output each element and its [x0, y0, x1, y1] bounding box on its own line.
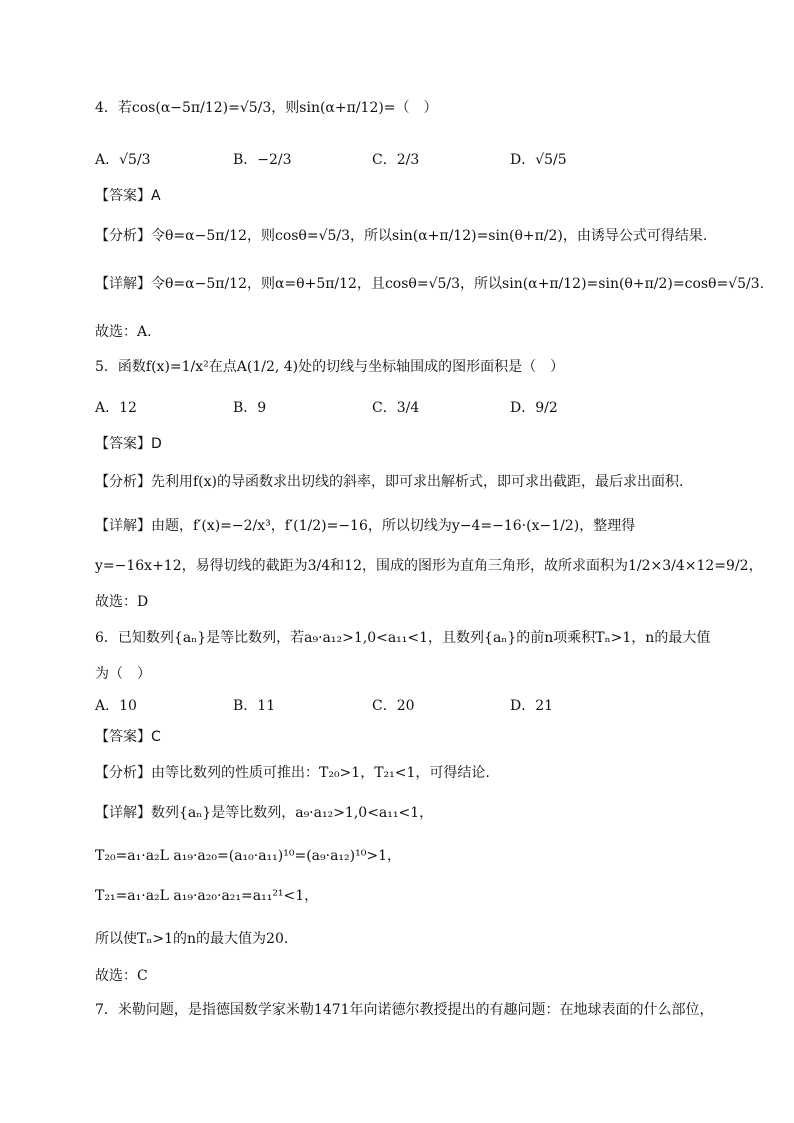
q4-stem: 4．若cos(α−5π/12)=√5/3，则sin(α+π/12)=（ ） [95, 100, 438, 116]
q6-option-d: D．21 [510, 698, 554, 714]
q6-detail-line2: T₂₀=a₁·a₂L a₁₉·a₂₀=(a₁₀·a₁₁)¹⁰=(a₉·a₁₂)¹⁰>1， [95, 848, 401, 864]
q4-answer: 【答案】A [95, 188, 161, 204]
q6-option-b: B．11 [233, 698, 276, 714]
q5-option-c: C．3/4 [372, 400, 420, 416]
q6-detail-line4: 所以使Tₙ>1的n的最大值为20. [95, 931, 289, 947]
q7-stem: 7．米勒问题，是指德国数学家米勒1471年向诺德尔教授提出的有趣问题：在地球表面的什么部位， [95, 1002, 714, 1018]
q5-analysis: 【分析】先利用f(x)的导函数求出切线的斜率，即可求出解析式，即可求出截距，最后求出面积. [95, 474, 684, 490]
q4-choose: 故选：A. [95, 324, 152, 340]
q5-option-a: A．12 [95, 400, 137, 416]
q4-detail: 【详解】令θ=α−5π/12，则α=θ+5π/12，且cosθ=√5/3，所以sin(α+π/12)=sin(θ+π/2)=cosθ=√5/3. [95, 276, 765, 292]
q5-detail-line2: y=−16x+12，易得切线的截距为3/4和12，围成的图形为直角三角形，故所求面积为1/2×3/4×12=9/2， [95, 558, 763, 574]
q5-stem: 5．函数f(x)=1/x²在点A(1/2, 4)处的切线与坐标轴围成的图形面积是（ ） [95, 359, 565, 375]
q6-answer: 【答案】C [95, 729, 161, 745]
q4-option-c: C．2/3 [372, 152, 420, 168]
q5-choose: 故选：D [95, 594, 149, 610]
q6-option-c: C．20 [372, 698, 415, 714]
q4-option-d: D．√5/5 [510, 152, 567, 168]
q6-analysis: 【分析】由等比数列的性质可推出：T₂₀>1，T₂₁<1，可得结论. [95, 765, 490, 781]
q4-option-b: B．−2/3 [233, 152, 292, 168]
q6-stem-line2: 为（ ） [95, 666, 151, 682]
q5-option-d: D．9/2 [510, 400, 558, 416]
q6-detail-line3: T₂₁=a₁·a₂L a₁₉·a₂₀·a₂₁=a₁₁²¹<1， [95, 888, 319, 904]
q5-detail-line1: 【详解】由题，f′(x)=−2/x³，f′(1/2)=−16，所以切线为y−4=−16·(x−1/2)，整理得 [95, 518, 636, 534]
q4-option-a: A．√5/3 [95, 152, 151, 168]
q5-answer: 【答案】D [95, 436, 162, 452]
q6-stem-line1: 6．已知数列{aₙ}是等比数列，若a₉·a₁₂>1,0<a₁₁<1，且数列{aₙ}的前n项乘积Tₙ>1，n的最大值 [95, 630, 711, 646]
q6-option-a: A．10 [95, 698, 137, 714]
q6-detail-line1: 【详解】数列{aₙ}是等比数列，a₉·a₁₂>1,0<a₁₁<1， [95, 805, 434, 821]
q4-analysis: 【分析】令θ=α−5π/12，则cosθ=√5/3，所以sin(α+π/12)=sin(θ+π/2)，由诱导公式可得结果. [95, 228, 708, 244]
q5-option-b: B．9 [233, 400, 267, 416]
q6-choose: 故选：C [95, 968, 148, 984]
